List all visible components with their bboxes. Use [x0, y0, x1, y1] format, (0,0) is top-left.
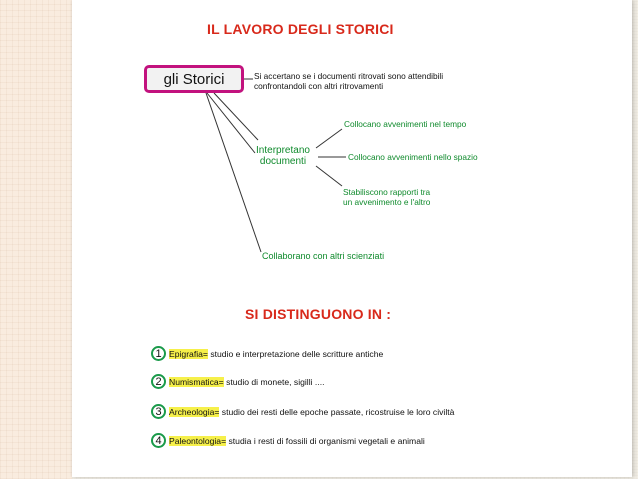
- child-relations: [343, 187, 430, 207]
- branch-interpret-line2: documenti: [259, 156, 307, 167]
- number-badge-3: 3: [151, 404, 166, 419]
- branch-collab: Collaborano con altri scienziati: [262, 251, 385, 261]
- list-desc: studia i resti di fossili di organismi vegetali e animali: [226, 436, 425, 446]
- list-term: Paleontologia=: [169, 436, 227, 446]
- child-relations-line1: Stabiliscono rapporti tra: [343, 187, 431, 197]
- list-desc: studio dei resti delle epoche passate, ricostruise le loro civiltà: [219, 407, 455, 417]
- child-time: Collocano avvenimenti nel tempo: [344, 119, 467, 129]
- list-desc: studio di monete, sigilli ....: [223, 377, 325, 387]
- child-space: Collocano avvenimenti nello spazio: [348, 152, 478, 162]
- connector-interpret: [207, 93, 255, 153]
- list-item: [169, 377, 324, 387]
- child-relations-line2: un avvenimento e l'altro: [343, 197, 431, 207]
- list-term: Numismatica=: [169, 377, 224, 387]
- number-badge-2: 2: [151, 374, 166, 389]
- connector-child-3: [316, 166, 342, 186]
- branch-top-text: [254, 71, 443, 91]
- connector-collab: [206, 93, 261, 252]
- branch-interpret-line1: Interpretano: [256, 145, 310, 156]
- number-badge-4: 4: [151, 433, 166, 448]
- list-term: Archeologia=: [169, 407, 220, 417]
- list-term: Epigrafia=: [169, 349, 208, 359]
- central-node-label: gli Storici: [163, 70, 225, 88]
- list-item: [169, 407, 454, 417]
- connector-interpret-2: [214, 93, 258, 140]
- list-item: [169, 349, 383, 359]
- central-node: [144, 65, 244, 93]
- page-title: IL LAVORO DEGLI STORICI: [207, 21, 394, 37]
- list-desc: studio e interpretazione delle scritture antiche: [207, 349, 384, 359]
- list-item: [169, 436, 425, 446]
- branch-top-line1: Si accertano se i documenti ritrovati sono attendibili: [254, 71, 444, 81]
- number-badge-1: 1: [151, 346, 166, 361]
- section-subtitle: SI DISTINGUONO IN :: [245, 306, 392, 322]
- connector-child-1: [316, 129, 342, 148]
- branch-interpret: [248, 145, 318, 167]
- branch-top-line2: confrontandoli con altri ritrovamenti: [254, 81, 384, 91]
